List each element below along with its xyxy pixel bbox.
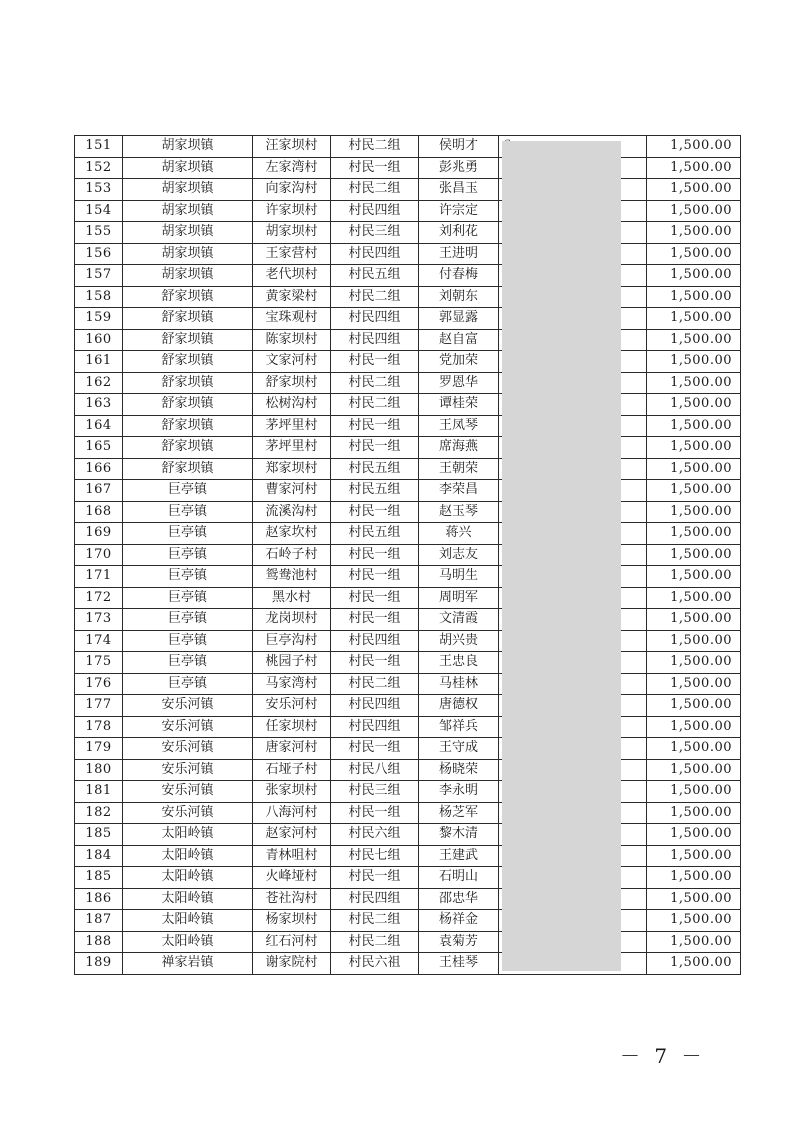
table-row	[75, 609, 741, 631]
town-cell: 安乐河镇	[123, 716, 253, 738]
town-cell: 太阳岭镇	[123, 845, 253, 867]
group-cell: 村民一组	[331, 566, 419, 588]
group-cell: 村民二组	[331, 673, 419, 695]
name-cell: 马明生	[419, 566, 499, 588]
group-cell: 村民一组	[331, 652, 419, 674]
town-cell: 巨亭镇	[123, 480, 253, 502]
group-cell: 村民一组	[331, 609, 419, 631]
village-cell: 巨亭沟村	[253, 630, 331, 652]
town-cell: 巨亭镇	[123, 587, 253, 609]
group-cell: 村民五组	[331, 523, 419, 545]
name-cell: 王守成	[419, 738, 499, 760]
town-cell: 巨亭镇	[123, 652, 253, 674]
name-cell: 石明山	[419, 867, 499, 889]
town-cell: 巨亭镇	[123, 544, 253, 566]
row-number: 152	[75, 157, 123, 179]
group-cell: 村民五组	[331, 265, 419, 287]
name-cell: 罗恩华	[419, 372, 499, 394]
amount-cell: 1,500.00	[647, 136, 741, 158]
row-number: 168	[75, 501, 123, 523]
row-number: 171	[75, 566, 123, 588]
row-number: 179	[75, 738, 123, 760]
table-row	[75, 351, 741, 373]
village-cell: 胡家坝村	[253, 222, 331, 244]
row-number: 158	[75, 286, 123, 308]
amount-cell: 1,500.00	[647, 523, 741, 545]
name-cell: 胡兴贵	[419, 630, 499, 652]
group-cell: 村民一组	[331, 415, 419, 437]
group-cell: 村民四组	[331, 200, 419, 222]
town-cell: 安乐河镇	[123, 738, 253, 760]
village-cell: 茅坪里村	[253, 437, 331, 459]
row-number: 185	[75, 824, 123, 846]
row-number: 186	[75, 888, 123, 910]
amount-cell: 1,500.00	[647, 673, 741, 695]
name-cell: 蒋兴	[419, 523, 499, 545]
row-number: 175	[75, 652, 123, 674]
name-cell: 邵忠华	[419, 888, 499, 910]
amount-cell: 1,500.00	[647, 415, 741, 437]
table-row	[75, 157, 741, 179]
row-number: 172	[75, 587, 123, 609]
table-row	[75, 523, 741, 545]
row-number: 157	[75, 265, 123, 287]
name-cell: 彭兆勇	[419, 157, 499, 179]
group-cell: 村民一组	[331, 351, 419, 373]
amount-cell: 1,500.00	[647, 394, 741, 416]
amount-cell: 1,500.00	[647, 738, 741, 760]
name-cell: 邹祥兵	[419, 716, 499, 738]
name-cell: 谭桂荣	[419, 394, 499, 416]
row-number: 189	[75, 953, 123, 975]
group-cell: 村民六祖	[331, 953, 419, 975]
name-cell: 刘利花	[419, 222, 499, 244]
name-cell: 周明军	[419, 587, 499, 609]
group-cell: 村民一组	[331, 738, 419, 760]
name-cell: 席海燕	[419, 437, 499, 459]
row-number: 174	[75, 630, 123, 652]
town-cell: 胡家坝镇	[123, 179, 253, 201]
name-cell: 郭显露	[419, 308, 499, 330]
row-number: 164	[75, 415, 123, 437]
amount-cell: 1,500.00	[647, 652, 741, 674]
name-cell: 杨祥金	[419, 910, 499, 932]
row-number: 170	[75, 544, 123, 566]
town-cell: 胡家坝镇	[123, 265, 253, 287]
row-number: 151	[75, 136, 123, 158]
name-cell: 王进明	[419, 243, 499, 265]
group-cell: 村民五组	[331, 480, 419, 502]
amount-cell: 1,500.00	[647, 802, 741, 824]
table-row	[75, 200, 741, 222]
village-cell: 黄家梁村	[253, 286, 331, 308]
town-cell: 太阳岭镇	[123, 888, 253, 910]
village-cell: 张家坝村	[253, 781, 331, 803]
amount-cell: 1,500.00	[647, 910, 741, 932]
town-cell: 舒家坝镇	[123, 458, 253, 480]
table-row	[75, 630, 741, 652]
table-row	[75, 759, 741, 781]
town-cell: 胡家坝镇	[123, 243, 253, 265]
village-cell: 许家坝村	[253, 200, 331, 222]
amount-cell: 1,500.00	[647, 351, 741, 373]
group-cell: 村民一组	[331, 544, 419, 566]
village-cell: 曹家河村	[253, 480, 331, 502]
row-number: 178	[75, 716, 123, 738]
village-cell: 青林咀村	[253, 845, 331, 867]
table-row	[75, 716, 741, 738]
amount-cell: 1,500.00	[647, 716, 741, 738]
village-cell: 王家营村	[253, 243, 331, 265]
village-cell: 向家沟村	[253, 179, 331, 201]
name-cell: 李永明	[419, 781, 499, 803]
row-number: 166	[75, 458, 123, 480]
name-cell: 赵玉琴	[419, 501, 499, 523]
name-cell: 袁菊芳	[419, 931, 499, 953]
row-number: 155	[75, 222, 123, 244]
town-cell: 舒家坝镇	[123, 372, 253, 394]
row-number: 185	[75, 867, 123, 889]
town-cell: 太阳岭镇	[123, 824, 253, 846]
table-row	[75, 695, 741, 717]
row-number: 167	[75, 480, 123, 502]
table-row	[75, 265, 741, 287]
group-cell: 村民一组	[331, 501, 419, 523]
town-cell: 太阳岭镇	[123, 910, 253, 932]
amount-cell: 1,500.00	[647, 286, 741, 308]
town-cell: 巨亭镇	[123, 566, 253, 588]
village-cell: 郑家坝村	[253, 458, 331, 480]
table-row	[75, 136, 741, 158]
row-number: 165	[75, 437, 123, 459]
group-cell: 村民二组	[331, 394, 419, 416]
table-row	[75, 458, 741, 480]
table-row	[75, 329, 741, 351]
table-row	[75, 372, 741, 394]
village-cell: 龙岗坝村	[253, 609, 331, 631]
village-cell: 石岭子村	[253, 544, 331, 566]
group-cell: 村民四组	[331, 695, 419, 717]
group-cell: 村民八组	[331, 759, 419, 781]
town-cell: 舒家坝镇	[123, 329, 253, 351]
village-cell: 赵家河村	[253, 824, 331, 846]
amount-cell: 1,500.00	[647, 781, 741, 803]
name-cell: 杨芝军	[419, 802, 499, 824]
group-cell: 村民五组	[331, 458, 419, 480]
village-cell: 陈家坝村	[253, 329, 331, 351]
amount-cell: 1,500.00	[647, 480, 741, 502]
amount-cell: 1,500.00	[647, 222, 741, 244]
town-cell: 安乐河镇	[123, 781, 253, 803]
table-row	[75, 286, 741, 308]
name-cell: 王凤琴	[419, 415, 499, 437]
town-cell: 巨亭镇	[123, 630, 253, 652]
group-cell: 村民四组	[331, 716, 419, 738]
village-cell: 汪家坝村	[253, 136, 331, 158]
group-cell: 村民三组	[331, 781, 419, 803]
subsidy-table	[74, 135, 741, 975]
amount-cell: 1,500.00	[647, 458, 741, 480]
table-row	[75, 501, 741, 523]
row-number: 159	[75, 308, 123, 330]
table-row	[75, 802, 741, 824]
amount-cell: 1,500.00	[647, 824, 741, 846]
name-cell: 刘朝东	[419, 286, 499, 308]
name-cell: 许宗定	[419, 200, 499, 222]
group-cell: 村民四组	[331, 888, 419, 910]
group-cell: 村民三组	[331, 222, 419, 244]
table-row	[75, 738, 741, 760]
town-cell: 舒家坝镇	[123, 351, 253, 373]
amount-cell: 1,500.00	[647, 157, 741, 179]
village-cell: 舒家坝村	[253, 372, 331, 394]
group-cell: 村民一组	[331, 437, 419, 459]
village-cell: 唐家河村	[253, 738, 331, 760]
village-cell: 苍社沟村	[253, 888, 331, 910]
name-cell: 王朝荣	[419, 458, 499, 480]
village-cell: 流溪沟村	[253, 501, 331, 523]
amount-cell: 1,500.00	[647, 308, 741, 330]
name-cell: 李荣昌	[419, 480, 499, 502]
amount-cell: 1,500.00	[647, 867, 741, 889]
group-cell: 村民二组	[331, 910, 419, 932]
group-cell: 村民一组	[331, 867, 419, 889]
name-cell: 唐德权	[419, 695, 499, 717]
row-number: 173	[75, 609, 123, 631]
amount-cell: 1,500.00	[647, 953, 741, 975]
row-number: 162	[75, 372, 123, 394]
village-cell: 红石河村	[253, 931, 331, 953]
group-cell: 村民四组	[331, 308, 419, 330]
table-row	[75, 544, 741, 566]
town-cell: 太阳岭镇	[123, 931, 253, 953]
name-cell: 侯明才	[419, 136, 499, 158]
amount-cell: 1,500.00	[647, 200, 741, 222]
name-cell: 党加荣	[419, 351, 499, 373]
table-row	[75, 867, 741, 889]
table-row	[75, 845, 741, 867]
group-cell: 村民二组	[331, 931, 419, 953]
name-cell: 马桂林	[419, 673, 499, 695]
town-cell: 胡家坝镇	[123, 157, 253, 179]
village-cell: 鸳鸯池村	[253, 566, 331, 588]
town-cell: 安乐河镇	[123, 695, 253, 717]
table-row	[75, 415, 741, 437]
row-number: 161	[75, 351, 123, 373]
table-row	[75, 781, 741, 803]
redaction-block	[502, 141, 621, 971]
amount-cell: 1,500.00	[647, 501, 741, 523]
page-number: － 7 －	[620, 1044, 706, 1068]
name-cell: 文清霞	[419, 609, 499, 631]
table-row	[75, 394, 741, 416]
group-cell: 村民一组	[331, 587, 419, 609]
group-cell: 村民一组	[331, 802, 419, 824]
village-cell: 赵家坎村	[253, 523, 331, 545]
row-number: 177	[75, 695, 123, 717]
amount-cell: 1,500.00	[647, 845, 741, 867]
table-row	[75, 222, 741, 244]
town-cell: 巨亭镇	[123, 523, 253, 545]
row-number: 182	[75, 802, 123, 824]
amount-cell: 1,500.00	[647, 179, 741, 201]
village-cell: 松树沟村	[253, 394, 331, 416]
amount-cell: 1,500.00	[647, 931, 741, 953]
table-row	[75, 587, 741, 609]
row-number: 160	[75, 329, 123, 351]
village-cell: 火峰垭村	[253, 867, 331, 889]
table-row	[75, 931, 741, 953]
table-row	[75, 179, 741, 201]
village-cell: 左家湾村	[253, 157, 331, 179]
group-cell: 村民二组	[331, 136, 419, 158]
village-cell: 安乐河村	[253, 695, 331, 717]
table-row	[75, 888, 741, 910]
amount-cell: 1,500.00	[647, 888, 741, 910]
row-number: 184	[75, 845, 123, 867]
row-number: 176	[75, 673, 123, 695]
town-cell: 胡家坝镇	[123, 136, 253, 158]
row-number: 180	[75, 759, 123, 781]
village-cell: 杨家坝村	[253, 910, 331, 932]
amount-cell: 1,500.00	[647, 609, 741, 631]
row-number: 156	[75, 243, 123, 265]
village-cell: 茅坪里村	[253, 415, 331, 437]
table-row	[75, 673, 741, 695]
amount-cell: 1,500.00	[647, 759, 741, 781]
name-cell: 黎木清	[419, 824, 499, 846]
group-cell: 村民二组	[331, 179, 419, 201]
group-cell: 村民二组	[331, 286, 419, 308]
table-row	[75, 243, 741, 265]
town-cell: 太阳岭镇	[123, 867, 253, 889]
name-cell: 王忠良	[419, 652, 499, 674]
town-cell: 舒家坝镇	[123, 415, 253, 437]
table-row	[75, 437, 741, 459]
group-cell: 村民七组	[331, 845, 419, 867]
row-number: 154	[75, 200, 123, 222]
village-cell: 宝珠观村	[253, 308, 331, 330]
amount-cell: 1,500.00	[647, 587, 741, 609]
town-cell: 舒家坝镇	[123, 437, 253, 459]
table-row	[75, 480, 741, 502]
town-cell: 巨亭镇	[123, 609, 253, 631]
amount-cell: 1,500.00	[647, 437, 741, 459]
town-cell: 胡家坝镇	[123, 222, 253, 244]
town-cell: 禅家岩镇	[123, 953, 253, 975]
name-cell: 王建武	[419, 845, 499, 867]
town-cell: 舒家坝镇	[123, 308, 253, 330]
town-cell: 巨亭镇	[123, 673, 253, 695]
amount-cell: 1,500.00	[647, 566, 741, 588]
amount-cell: 1,500.00	[647, 695, 741, 717]
row-number: 169	[75, 523, 123, 545]
name-cell: 张昌玉	[419, 179, 499, 201]
village-cell: 谢家院村	[253, 953, 331, 975]
town-cell: 舒家坝镇	[123, 394, 253, 416]
row-number: 181	[75, 781, 123, 803]
village-cell: 八海河村	[253, 802, 331, 824]
town-cell: 舒家坝镇	[123, 286, 253, 308]
town-cell: 安乐河镇	[123, 759, 253, 781]
row-number: 187	[75, 910, 123, 932]
name-cell: 赵自富	[419, 329, 499, 351]
amount-cell: 1,500.00	[647, 630, 741, 652]
row-number: 188	[75, 931, 123, 953]
village-cell: 马家湾村	[253, 673, 331, 695]
name-cell: 刘志友	[419, 544, 499, 566]
amount-cell: 1,500.00	[647, 265, 741, 287]
town-cell: 巨亭镇	[123, 501, 253, 523]
table-row	[75, 910, 741, 932]
village-cell: 任家坝村	[253, 716, 331, 738]
town-cell: 安乐河镇	[123, 802, 253, 824]
amount-cell: 1,500.00	[647, 372, 741, 394]
table-row	[75, 308, 741, 330]
table-row	[75, 824, 741, 846]
group-cell: 村民四组	[331, 329, 419, 351]
group-cell: 村民四组	[331, 630, 419, 652]
row-number: 153	[75, 179, 123, 201]
village-cell: 文家河村	[253, 351, 331, 373]
group-cell: 村民六组	[331, 824, 419, 846]
table-row	[75, 566, 741, 588]
table-body	[75, 136, 741, 975]
village-cell: 石垭子村	[253, 759, 331, 781]
name-cell: 付春梅	[419, 265, 499, 287]
village-cell: 黑水村	[253, 587, 331, 609]
amount-cell: 1,500.00	[647, 243, 741, 265]
village-cell: 桃园子村	[253, 652, 331, 674]
amount-cell: 1,500.00	[647, 544, 741, 566]
table-row	[75, 652, 741, 674]
name-cell: 杨晓荣	[419, 759, 499, 781]
group-cell: 村民四组	[331, 243, 419, 265]
amount-cell: 1,500.00	[647, 329, 741, 351]
group-cell: 村民二组	[331, 372, 419, 394]
row-number: 163	[75, 394, 123, 416]
town-cell: 胡家坝镇	[123, 200, 253, 222]
name-cell: 王桂琴	[419, 953, 499, 975]
village-cell: 老代坝村	[253, 265, 331, 287]
group-cell: 村民一组	[331, 157, 419, 179]
table-row	[75, 953, 741, 975]
